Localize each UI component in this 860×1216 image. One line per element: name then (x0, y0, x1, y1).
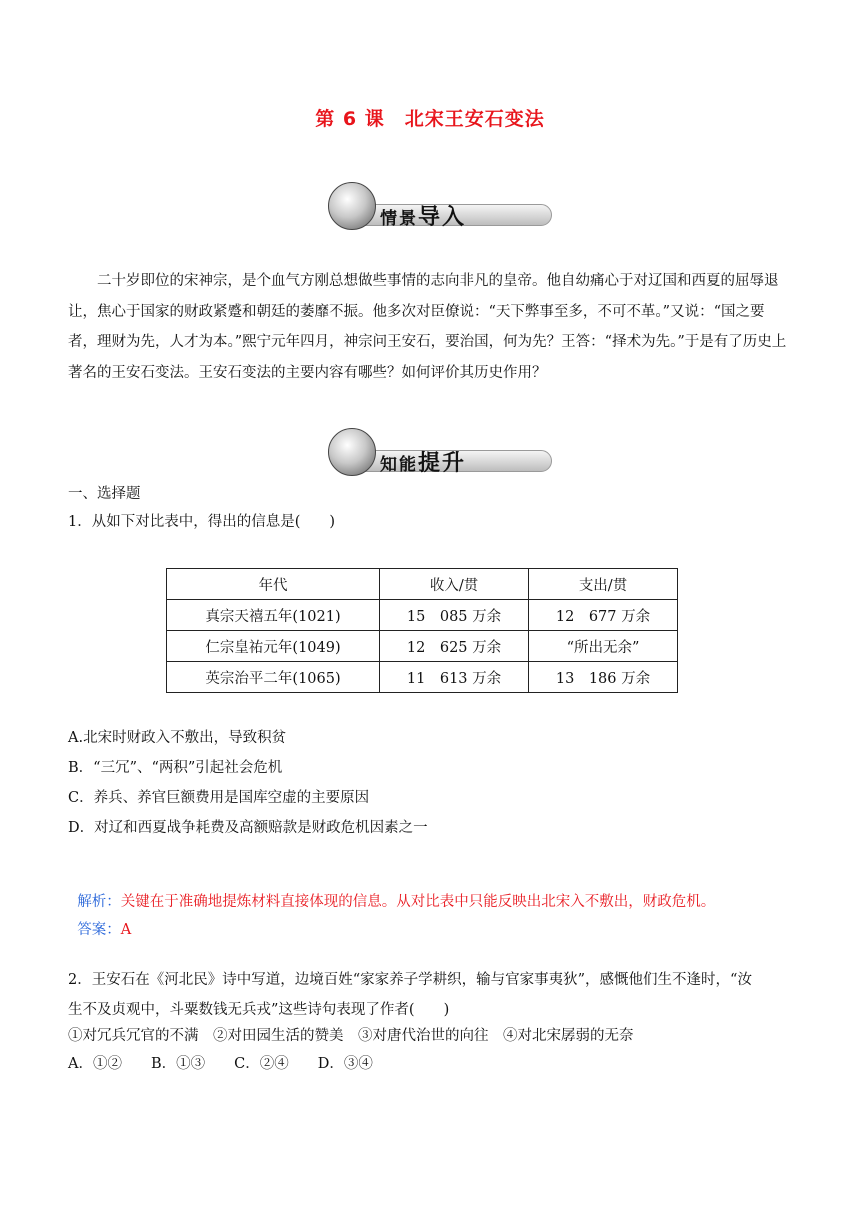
table-row (167, 662, 678, 693)
answer-label: 答案： (77, 922, 121, 938)
table-cell: 13 186 万余 (529, 662, 678, 693)
option-a: A.北宋时财政入不敷出，导致积贫 (68, 730, 287, 746)
question-2-options: A．①② B．①③ C．②④ D．③④ (68, 1056, 373, 1072)
banner-scene-intro (318, 174, 558, 234)
question-1-stem: 1．从如下对比表中，得出的信息是( ) (68, 514, 336, 530)
table-header-row (167, 569, 678, 600)
table-cell: 12 677 万余 (529, 600, 678, 631)
table-row (167, 600, 678, 631)
table-row (167, 631, 678, 662)
table-cell: 真宗天禧五年(1021) (167, 600, 380, 631)
table-cell: “所出无余” (529, 631, 678, 662)
table-cell: 仁宗皇祐元年(1049) (167, 631, 380, 662)
banner-label: 情景导入 (380, 205, 467, 230)
table-cell: 11 613 万余 (380, 662, 529, 693)
table-cell: 15 085 万余 (380, 600, 529, 631)
intro-paragraph: 二十岁即位的宋神宗，是个血气方刚总想做些事情的志向非凡的皇帝。他自幼痛心于对辽国和西夏的屈辱退让，焦心于国家的财政紧蹙和朝廷的萎靡不振。他多次对臣僚说：“天下弊事至多，不可不革。”又说：“国之要者，理财为先，人才为本。”熙宁元年四月，神宗问王安石，要治国，何为先？王答：“择术为先。”于是有了历史上著名的王安石变法。王安石变法的主要内容有哪些？如何评价其历史作用？ (68, 273, 787, 381)
question-2-stem-line1: 2．王安石在《河北民》诗中写道，边境百姓“家家养子学耕织，输与官家事夷狄”，感慨他们生不逢时，“汝 (68, 972, 752, 988)
runner-icon (328, 428, 376, 476)
column-header: 年代 (167, 569, 380, 600)
answer-value: A (120, 922, 132, 938)
scroll-icon (328, 182, 376, 230)
question-2-choices: ①对冗兵冗官的不满 ②对田园生活的赞美 ③对唐代治世的向往 ④对北宋孱弱的无奈 (68, 1028, 634, 1044)
option-b: B．“三冗”、“两积”引起社会危机 (68, 760, 283, 776)
analysis (68, 874, 715, 911)
page-title: 第 6 课 北宋王安石变法 (315, 108, 545, 130)
banner-label: 知能提升 (380, 451, 467, 476)
analysis-label: 解析： (77, 894, 121, 910)
table-cell: 12 625 万余 (380, 631, 529, 662)
answer (68, 902, 131, 939)
option-d: D．对辽和西夏战争耗费及高额赔款是财政危机因素之一 (68, 820, 428, 836)
question-2-stem-line2: 生不及贞观中，斗粟数钱无兵戎”这些诗句表现了作者( ) (68, 1002, 450, 1018)
banner-skills (318, 420, 558, 480)
comparison-table (166, 568, 678, 693)
section-heading: 一、选择题 (68, 486, 141, 502)
column-header: 收入/贯 (380, 569, 529, 600)
table-cell: 英宗治平二年(1065) (167, 662, 380, 693)
column-header: 支出/贯 (529, 569, 678, 600)
analysis-text: 关键在于准确地提炼材料直接体现的信息。从对比表中只能反映出北宋入不敷出，财政危机。 (120, 894, 716, 910)
option-c: C．养兵、养官巨额费用是国库空虚的主要原因 (68, 790, 370, 806)
